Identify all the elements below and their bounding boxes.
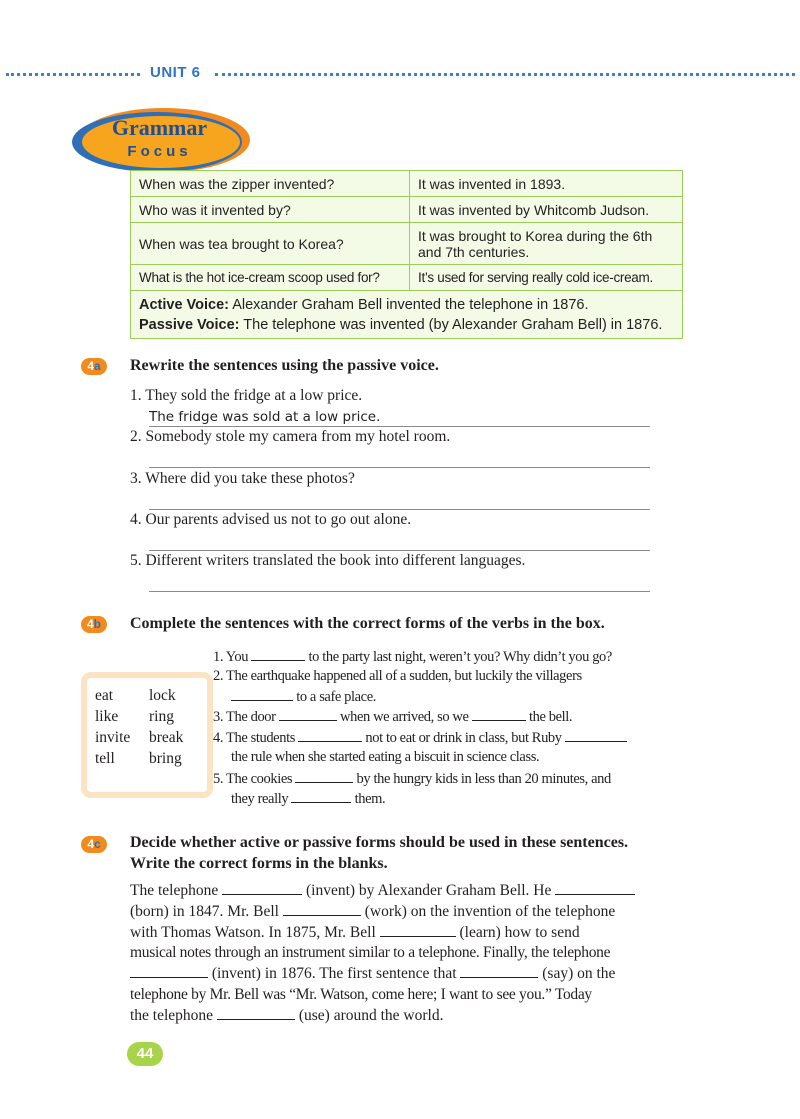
answer-line-1[interactable] [149, 426, 650, 427]
exercise-4b-instruction: Complete the sentences with the correct forms of the verbs in the box. [130, 615, 605, 632]
exercise-4b-sentence-4-cont: the rule when she started eating a biscuit in science class. [231, 749, 540, 765]
blank[interactable] [298, 729, 362, 742]
table-cell-answer: It’s used for serving really cold ice-cream. [410, 265, 683, 291]
blank[interactable] [231, 688, 293, 701]
word-box-item: ring [149, 708, 174, 725]
exercise-4b-sentence-5: 5. The cookies by the hungry kids in less than 20 minutes, and [213, 771, 611, 787]
answer-line-5[interactable] [149, 591, 650, 592]
exercise-4a-badge: 4a [81, 358, 107, 375]
header-dotted-rule-left [6, 73, 140, 76]
passive-voice-text: The telephone was invented (by Alexander Graham Bell) in 1876. [239, 316, 663, 333]
grammar-table [130, 170, 683, 339]
exercise-4a-instruction: Rewrite the sentences using the passive voice. [130, 357, 439, 374]
table-cell-question: What is the hot ice-cream scoop used for? [131, 265, 410, 291]
blank[interactable] [295, 770, 353, 783]
paragraph-line: with Thomas Watson. In 1875, Mr. Bell (learn) how to send [130, 923, 580, 941]
exercise-4b-sentence-4: 4. The students not to eat or drink in class, but Ruby [213, 729, 627, 747]
table-cell-question: When was tea brought to Korea? [131, 223, 410, 265]
answer-line-3[interactable] [149, 509, 650, 510]
blank[interactable] [472, 708, 526, 721]
passive-voice-label: Passive Voice: [139, 316, 240, 333]
blank[interactable] [380, 924, 456, 937]
blank[interactable] [217, 1007, 295, 1020]
grammar-focus-title: Grammar [111, 115, 208, 140]
unit-label: UNIT 6 [150, 64, 201, 81]
blank[interactable] [283, 903, 361, 916]
table-cell-question: When was the zipper invented? [131, 171, 410, 197]
word-box-item: lock [149, 687, 176, 704]
exercise-4c-badge: 4c [81, 836, 107, 853]
grammar-focus-badge [72, 108, 252, 174]
exercise-4a-item-1: 1. They sold the fridge at a low price. [130, 387, 363, 404]
table-row [131, 197, 683, 223]
blank[interactable] [130, 965, 208, 978]
blank[interactable] [222, 882, 302, 895]
answer-line-4[interactable] [149, 550, 650, 551]
exercise-4b-sentence-2: 2. The earthquake happened all of a sudden, but luckily the villagers [213, 668, 582, 684]
active-voice-text: Alexander Graham Bell invented the telephone in 1876. [229, 296, 589, 313]
paragraph-line: (born) in 1847. Mr. Bell (work) on the invention of the telephone [130, 902, 616, 920]
exercise-4a-item-3: 3. Where did you take these photos? [130, 470, 355, 487]
exercise-4b-sentence-2-cont: to a safe place. [231, 688, 376, 706]
active-voice-line [139, 295, 674, 315]
exercise-4a-item-4: 4. Our parents advised us not to go out alone. [130, 511, 412, 528]
table-row [131, 291, 683, 339]
word-box-item: eat [95, 687, 114, 704]
blank[interactable] [279, 708, 337, 721]
table-cell-answer: It was invented in 1893. [410, 171, 683, 197]
paragraph-line: The telephone (invent) by Alexander Graham Bell. He [130, 881, 690, 902]
paragraph-line: the telephone (use) around the world. [130, 1006, 444, 1024]
table-cell-answer: It was brought to Korea during the 6th and 7th centuries. [410, 223, 683, 265]
exercise-4a-answer-1: The fridge was sold at a low price. [149, 409, 381, 425]
blank[interactable] [565, 729, 627, 742]
active-voice-label: Active Voice: [139, 296, 229, 313]
paragraph-line: (invent) in 1876. The first sentence that (say) on the [130, 964, 690, 985]
blank[interactable] [555, 882, 635, 895]
page-number: 44 [127, 1042, 163, 1066]
paragraph-line: telephone by Mr. Bell was “Mr. Watson, come here; I want to see you.” Today [130, 985, 592, 1003]
table-row [131, 265, 683, 291]
word-box-item: tell [95, 750, 115, 767]
passive-voice-line [139, 315, 674, 335]
table-cell-answer: It was invented by Whitcomb Judson. [410, 197, 683, 223]
table-row [131, 171, 683, 197]
blank[interactable] [460, 965, 538, 978]
blank[interactable] [291, 790, 351, 803]
header-dotted-rule-right [215, 73, 795, 76]
exercise-4c-paragraph [130, 881, 690, 1027]
voice-examples-cell [131, 291, 683, 339]
table-row [131, 223, 683, 265]
exercise-4a-item-5: 5. Different writers translated the book into different languages. [130, 552, 526, 569]
grammar-focus-subtitle: Focus [127, 143, 192, 160]
answer-line-2[interactable] [149, 467, 650, 468]
blank[interactable] [251, 648, 305, 661]
table-cell-question: Who was it invented by? [131, 197, 410, 223]
word-box-item: bring [149, 750, 182, 767]
exercise-4b-badge: 4b [81, 616, 107, 633]
word-box-item: like [95, 708, 119, 725]
word-box-item: break [149, 729, 184, 746]
paragraph-line: musical notes through an instrument similar to a telephone. Finally, the telephone [130, 944, 611, 962]
exercise-4b-sentence-3: 3. The door when we arrived, so we the bell. [213, 709, 573, 725]
exercise-4b-sentence-5-cont: they really them. [231, 791, 386, 807]
word-box-item: invite [95, 729, 131, 746]
exercise-4a-item-2: 2. Somebody stole my camera from my hotel room. [130, 428, 451, 445]
exercise-4c-instruction: Decide whether active or passive forms should be used in these sentences. Write the correct forms in the blanks. [130, 834, 629, 872]
exercise-4b-sentence-1: 1. You to the party last night, weren’t you? Why didn’t you go? [213, 649, 612, 665]
